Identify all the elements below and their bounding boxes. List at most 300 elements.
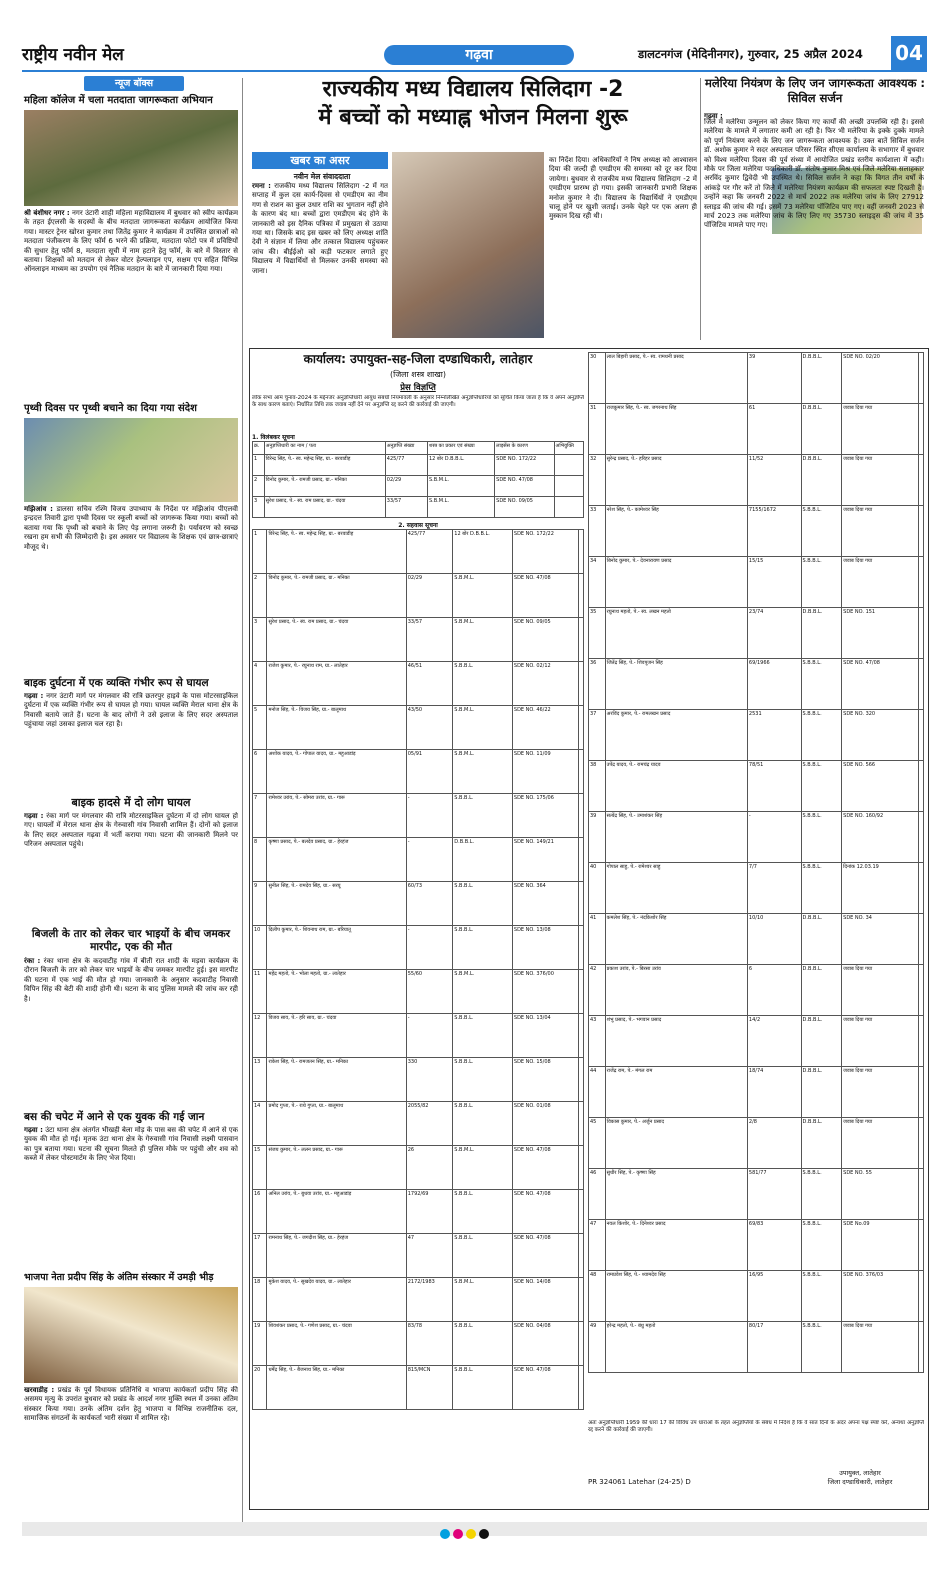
cell xyxy=(918,812,923,863)
table-row xyxy=(253,1278,584,1322)
story3-body xyxy=(24,692,238,792)
right-body: जिले में मलेरिया उन्मूलन को लेकर किया गए कार्यों की अच्छी उपलब्धि रही है। इससे मलेरिया के मामले में लगातार कमी आ रही है। फिर भी मलेरिया के इक्के दुक्के मामले को पूर्ण नियंत्रण करने के लिए जन जागरूकता आवश्यक है। उक्त बातें सिविल सर्जन डॉ. अशोक कुमार ने सदर अस्पताल परिसर स्थित सीएस कार्यालय के सभागार में बुधवार को विश्व मलेरिया दिवस की पूर्व संध्या में आयोजित प्रखंड स्तरीय कार्यशाला में कही। मौके पर जिला मलेरिया पदाधिकारी डॉ. संतोष कुमार मिश्र एवं जिले मलेरिया सलाहकार अरविंद कुमार द्विवेदी भी उपस्थित थे। सिविल सर्जन ने कहा कि विगत तीन वर्षों के आंकड़े पर गौर करें तो जिले में मलेरिया नियंत्रण कार्यक्रम की सफलता स्पष्ट दिखती है। उन्होंने कहा कि जनवरी 2022 से मार्च 2022 तक मलेरिया जांच के लिए 27912 स्लाइड की जांच की गई। इसमें 73 मलेरिया पॉजिटिव पाए गए। वहीं जनवरी 2023 से मार्च 2023 तक मलेरिया जांच के लिए लिए गए 35730 स्लाइड्स की जांच में 35 पॉजिटिव मामले पाए गए। xyxy=(704,118,924,230)
cell: SDE NO. 376/03 xyxy=(842,1271,918,1322)
cell: 39 xyxy=(589,812,606,863)
cell: S.B.B.L. xyxy=(453,1058,513,1102)
cell: बिनोद कुमार, पे.- देवनारायण प्रसाद xyxy=(605,557,747,608)
cell: 18 xyxy=(253,1278,267,1322)
cell: जवाब दिया गया xyxy=(842,1118,918,1169)
main-photo xyxy=(392,152,544,338)
story1-lead: श्री बंशीधर नगर : xyxy=(24,209,70,217)
cell: S.B.B.L. xyxy=(801,1220,842,1271)
cell xyxy=(918,1220,923,1271)
table-row xyxy=(589,353,924,404)
cell xyxy=(918,1016,923,1067)
byline: नवीन मेल संवाददाता xyxy=(293,172,351,181)
cell: 4 xyxy=(253,662,267,706)
cell: S.B.B.L. xyxy=(801,1322,842,1373)
story6-text: उंटा थाना क्षेत्र अंतर्गत भीखही बेला मोड़ के पास बस की चपेट में आने से एक युवक की मौत हो गई। मृतक उंटा थाना क्षेत्र के गेरुवासी गांव निवासी लक्ष्मी पासवान का पुत्र बताया गया। घटना की सूचना मिलते ही पुलिस मौके पर पहुंची और शव को कब्जे में लेकर पोस्टमार्टम के लिए भेज दिया। xyxy=(24,1126,238,1163)
cell: S.B.M.L. xyxy=(453,618,513,662)
table-row xyxy=(253,1146,584,1190)
cell: रामनाथ सिंह, पे.- जगदीश सिंह, ग्रा.- हेरहंज xyxy=(267,1234,406,1278)
cell: SDE NO. 175/06 xyxy=(512,794,578,838)
cell: SDE NO. 47/08 xyxy=(842,659,918,710)
cell: राकेश सिंह, पे.- रामजतन सिंह, ग्रा.- मनिका xyxy=(267,1058,406,1102)
pr-number: PR 324061 Latehar (24-25) D xyxy=(588,1478,691,1486)
table-row xyxy=(589,659,924,710)
col-header: अभियुक्ति xyxy=(554,442,584,455)
cell: SDE NO. 13/08 xyxy=(512,926,578,970)
cell: SDE NO. 376/00 xyxy=(512,970,578,1014)
cell: S.B.B.L. xyxy=(453,1366,513,1410)
table-row xyxy=(589,1271,924,1322)
cell: 7/7 xyxy=(747,863,801,914)
cell xyxy=(579,882,584,926)
cell: - xyxy=(406,1014,453,1058)
story2-body xyxy=(24,505,238,673)
cell xyxy=(579,662,584,706)
cell: प्रमोद गुप्ता, पे.- राधे गुप्ता, ग्रा.- बालूमाथ xyxy=(267,1102,406,1146)
story5-body xyxy=(24,957,238,1107)
right-headline: मलेरिया नियंत्रण के लिए जन जागरूकता आवश्यक : सिविल सर्जन xyxy=(704,76,926,105)
cell xyxy=(579,1190,584,1234)
paper-name: राष्ट्रीय नवीन मेल xyxy=(22,45,124,65)
cell: SDE NO. 47/08 xyxy=(512,1366,578,1410)
table-row xyxy=(253,455,584,476)
signature-name: उपायुक्त, लातेहार xyxy=(839,1469,881,1477)
cell: - xyxy=(406,926,453,970)
cell: SDE NO. 149/21 xyxy=(512,838,578,882)
cell: विकास कुमार, पे.- अर्जुन प्रसाद xyxy=(605,1118,747,1169)
main-headline-line2: में बच्चों को मध्याह्न भोजन मिलना शुरू xyxy=(318,105,628,130)
cell: 48 xyxy=(589,1271,606,1322)
cell: D.B.B.L. xyxy=(801,608,842,659)
cell: 30 xyxy=(589,353,606,404)
table-row xyxy=(253,926,584,970)
cell: 7 xyxy=(253,794,267,838)
cell: S.B.B.L. xyxy=(801,659,842,710)
cell: SDE NO. 172/22 xyxy=(495,455,554,476)
table-row xyxy=(589,506,924,557)
main-headline-line1: राज्यकीय मध्य विद्यालय सिलिदाग -2 xyxy=(322,77,624,102)
notice-right xyxy=(588,352,924,1373)
story5-lead: रंका : xyxy=(24,957,41,965)
col-header: अनुज्ञप्तिधारी का नाम / पता xyxy=(264,442,385,455)
notice-office: कार्यालय: उपायुक्त-सह-जिला दण्डाधिकारी, लातेहार xyxy=(303,352,533,366)
cell: विरेन्द्र सिंह, पे.- स्व. महेन्द्र सिंह, ग्रा.- बरवाडीह xyxy=(267,530,406,574)
cell: S.B.B.L. xyxy=(453,1322,513,1366)
cell: 6 xyxy=(253,750,267,794)
cell: 47 xyxy=(406,1234,453,1278)
cell: S.B.B.L. xyxy=(453,1190,513,1234)
cell: जवाब दिया गया xyxy=(842,965,918,1016)
story4-lead: गढ़वा : xyxy=(24,812,44,820)
story5-headline: बिजली के तार को लेकर चार भाइयों के बीच जमकर मारपीट, एक की मौत xyxy=(31,928,231,953)
cell: 12 xyxy=(253,1014,267,1058)
table-row xyxy=(589,710,924,761)
cell: 32 xyxy=(589,455,606,506)
cell xyxy=(579,706,584,750)
cell: S.B.B.L. xyxy=(453,1102,513,1146)
notice-intro: लोक सभा आम चुनाव-2024 के मद्देनजर अनुज्ञप्तिधारी आयुध संबंधी नियमावली के अनुसार निम्नलिखित अनुज्ञप्तिधारियों को सूचित किया जाता है कि वे अपने अनुज्ञप्ति के साथ कारण बताएं। निर्धारित तिथि तक जवाब नहीं देने पर अनुज्ञप्ति रद्द करने की कार्रवाई की जाएगी। xyxy=(252,395,584,408)
cell: S.B.B.L. xyxy=(801,557,842,608)
cell: 2 xyxy=(253,476,265,497)
cell: 39 xyxy=(747,353,801,404)
cell: SDE NO. 47/08 xyxy=(512,1190,578,1234)
cell: S.B.B.L. xyxy=(453,794,513,838)
cell: SDE NO. 11/09 xyxy=(512,750,578,794)
cell: 60/73 xyxy=(406,882,453,926)
table-row xyxy=(253,574,584,618)
cell: प्रकाश उरांव, पे.- बिरसा उरांव xyxy=(605,965,747,1016)
table-row xyxy=(253,750,584,794)
cell: 43/50 xyxy=(406,706,453,750)
cell xyxy=(918,455,923,506)
story4-text: रंका मार्ग पर मंगलवार की रात्रि मोटरसाइकिल दुर्घटना में दो लोग घायल हो गए। घायलों में मेराल थाना क्षेत्र के गेरुवासी गांव निवासी शामिल हैं। दोनों को इलाज के लिए सदर अस्पताल गढ़वा में भर्ती कराया गया। घटना की जानकारी मिलने पर परिजन अस्पताल पहुंचे। xyxy=(24,812,238,849)
cell xyxy=(554,476,584,497)
story7-photo xyxy=(24,1287,238,1383)
cell: मुकेश यादव, पे.- सुखदेव यादव, ग्रा.- लातेहार xyxy=(267,1278,406,1322)
cell xyxy=(918,710,923,761)
cell: मनोज सिंह, पे.- विजय सिंह, ग्रा.- बालूमाथ xyxy=(267,706,406,750)
story1-photo xyxy=(24,110,238,206)
story-tag: खबर का असर xyxy=(252,152,388,169)
dateline: डालटनगंज (मेदिनीनगर), गुरुवार, 25 अप्रैल 2024 xyxy=(638,47,863,61)
notice-table-2 xyxy=(252,529,584,1410)
cell: जवाब दिया गया xyxy=(842,557,918,608)
cell xyxy=(579,530,584,574)
right-lead: गढ़वा : xyxy=(704,112,723,120)
cell: S.B.M.L. xyxy=(453,1278,513,1322)
cell: 05/91 xyxy=(406,750,453,794)
cell: 2 xyxy=(253,574,267,618)
notice-table-3 xyxy=(588,352,924,1373)
cell: 3 xyxy=(253,618,267,662)
cell: उपेंद्र यादव, पे.- रामचंद्र यादव xyxy=(605,761,747,812)
cell xyxy=(918,965,923,1016)
cell xyxy=(918,1271,923,1322)
cell: S.B.M.L. xyxy=(453,970,513,1014)
table-row xyxy=(253,1014,584,1058)
cell: महेंद्र महतो, पे.- भोला महतो, ग्रा.- लातेहार xyxy=(267,970,406,1014)
cell: विनोद कुमार, पे.- रामजी प्रसाद, ग्रा.- मनिका xyxy=(264,476,385,497)
cell: 2172/1983 xyxy=(406,1278,453,1322)
table-row xyxy=(253,1322,584,1366)
cell: SDE NO. 364 xyxy=(512,882,578,926)
color-dot xyxy=(453,1529,463,1539)
cell: सुनील सिंह, पे.- रामदेव सिंह, ग्रा.- सरयू xyxy=(267,882,406,926)
story6-lead: गढ़वा : xyxy=(24,1126,43,1134)
cell: 69/83 xyxy=(747,1220,801,1271)
cell: 44 xyxy=(589,1067,606,1118)
right-story xyxy=(704,76,926,106)
story2-text: डालसा सचिव रश्मि विजय उपाध्याय के निर्देश पर मझिआंव पीएलवी इन्द्रदत्त तिवारी द्वारा पृथ्वी दिवस पर स्कूली बच्चों को जागरूक किया गया। बच्चों को बताया गया कि पृथ्वी को बचाने के लिए पेड़ लगाना जरूरी है। पर्यावरण को स्वच्छ रखना हम सभी की जिम्मेदारी है। इस अवसर पर विद्यालय के शिक्षक एवं छात्र-छात्राएं मौजूद थे। xyxy=(24,505,238,551)
cell: विनोद कुमार, पे.- रामजी प्रसाद, ग्रा.- मनिका xyxy=(267,574,406,618)
cell: SDE NO. 47/08 xyxy=(495,476,554,497)
cell: SDE NO. 09/05 xyxy=(495,497,554,518)
main-lead: रमना : xyxy=(252,182,271,190)
cell: 12 बोर D.B.B.L. xyxy=(427,455,494,476)
cell xyxy=(918,404,923,455)
table-row xyxy=(589,1118,924,1169)
table-row xyxy=(589,1220,924,1271)
cell: 14/2 xyxy=(747,1016,801,1067)
table-row xyxy=(253,530,584,574)
cell xyxy=(918,353,923,404)
cell: अशोक यादव, पे.- गोपाल यादव, ग्रा.- महुआडांड़ xyxy=(267,750,406,794)
cell: S.B.M.L. xyxy=(453,750,513,794)
cell: 69/1966 xyxy=(747,659,801,710)
table-row xyxy=(589,863,924,914)
cell: 20 xyxy=(253,1366,267,1410)
cell: 425/77 xyxy=(406,530,453,574)
signature-title: जिला दण्डाधिकारी, लातेहार xyxy=(827,1478,893,1486)
cell xyxy=(579,926,584,970)
cell: 8 xyxy=(253,838,267,882)
cell: SDE NO. 151 xyxy=(842,608,918,659)
cell: 9 xyxy=(253,882,267,926)
story7-headline: भाजपा नेता प्रदीप सिंह के अंतिम संस्कार में उमड़ी भीड़ xyxy=(24,1272,214,1283)
cell: गोपाल साहु, पे.- रामेश्वर साहु xyxy=(605,863,747,914)
cell: नवल किशोर, पे.- दिनेश्वर प्रसाद xyxy=(605,1220,747,1271)
cell: S.B.M.L. xyxy=(453,1146,513,1190)
cell: 18/74 xyxy=(747,1067,801,1118)
main-body-col1 xyxy=(252,182,388,338)
cell: शंभु प्रसाद, पे.- भगवान प्रसाद xyxy=(605,1016,747,1067)
col-header: अनुज्ञप्ति संख्या xyxy=(385,442,427,455)
main-story xyxy=(250,76,696,132)
cell: 2531 xyxy=(747,710,801,761)
cell: SDE NO. 160/92 xyxy=(842,812,918,863)
cell: 6 xyxy=(747,965,801,1016)
cell: 61 xyxy=(747,404,801,455)
cell: 78/51 xyxy=(747,761,801,812)
cell: 36 xyxy=(589,659,606,710)
cell: 33/57 xyxy=(385,497,427,518)
story1-headline: महिला कॉलेज में चला मतदाता जागरूकता अभियान xyxy=(24,95,213,106)
cell: 43 xyxy=(589,1016,606,1067)
cell: अरविंद कुमार, पे.- रामलखन प्रसाद xyxy=(605,710,747,761)
cell xyxy=(579,1366,584,1410)
cell xyxy=(918,1322,923,1373)
table-row xyxy=(253,618,584,662)
cell: SDE NO. 566 xyxy=(842,761,918,812)
cell: 13 xyxy=(253,1058,267,1102)
story4-headline: बाइक हादसे में दो लोग घायल xyxy=(71,796,191,809)
cell xyxy=(918,863,923,914)
cell: 11 xyxy=(253,970,267,1014)
story7-body xyxy=(24,1386,238,1506)
cell xyxy=(918,1118,923,1169)
cell: जवाब दिया गया xyxy=(842,404,918,455)
story3-headline: बाइक दुर्घटना में एक व्यक्ति गंभीर रूप से घायल xyxy=(24,677,209,689)
cell: 330 xyxy=(406,1058,453,1102)
cell: लाल बिहारी प्रसाद, पे.- स्व. रामधनी प्रसाद xyxy=(605,353,747,404)
cell xyxy=(579,1014,584,1058)
cell xyxy=(579,1234,584,1278)
cell: संजय कुमार, पे.- ललन प्रसाद, ग्रा.- गारू xyxy=(267,1146,406,1190)
cell: राजेंद्र राम, पे.- मंगल राम xyxy=(605,1067,747,1118)
table-row xyxy=(589,1322,924,1373)
cell: 02/29 xyxy=(406,574,453,618)
cell: रामेश्वर उरांव, पे.- सोमरा उरांव, ग्रा.- गारू xyxy=(267,794,406,838)
cell: 49 xyxy=(589,1322,606,1373)
cell: SDE NO. 04/08 xyxy=(512,1322,578,1366)
cell: 83/78 xyxy=(406,1322,453,1366)
main-text-col1: राजकीय मध्य विद्यालय सिलिदाग -2 में गत सप्ताह में कुल दस कार्य-दिवस से एमडीएम का नीम गण से राशन का कुल उधार राशि का भुगतान नहीं होने के कारण बंद था। बच्चों द्वारा एमडीएम बंद होने के जानकारी को इस दैनिक पत्रिका में प्रमुखता से उठाया गया था। जिसके बाद इस खबर को लिए अध्यक्ष शांति देवी ने संज्ञान में लिया और तत्काल विद्यालय पहुंचकर जांच की। बीईईओ को कड़ी फटकार लगाते हुए विद्यालय में विद्यार्थियों से मिलकर उनकी समस्या को जाना। xyxy=(252,182,388,275)
cell: 425/77 xyxy=(385,455,427,476)
cell: SDE NO. 47/08 xyxy=(512,574,578,618)
table-row xyxy=(253,882,584,926)
table-row xyxy=(589,914,924,965)
color-dot xyxy=(466,1529,476,1539)
cell: S.B.M.L. xyxy=(427,476,494,497)
cell: 581/77 xyxy=(747,1169,801,1220)
cell: 19 xyxy=(253,1322,267,1366)
col-header: शस्त्र का प्रकार एवं संख्या xyxy=(427,442,494,455)
story1-text: नगर उंटारी शाही महिला महाविद्यालय में बुधवार को स्वीप कार्यक्रम के तहत ईएलसी के सदस्यों के बीच मतदाता जागरूकता कार्यक्रम आयोजित किया गया। मास्टर ट्रेनर खोरश कुमार तथा जितेंद्र कुमार ने कार्यक्रम में उपस्थित छात्राओं को मतदाता पंजीकरण के लिए फॉर्म 6 भरने की प्रक्रिया, मतदाता फोटो पत्र में प्रविष्टियों की सुधार हेतु फॉर्म 8, मतदाता सूची में नाम हटाने हेतु फॉर्म, के बारे में विस्तार से बताया। शिक्षकों को मतदान से लेकर वोटर हेल्पलाइन एप, सक्षम एप सहित विभिन्न ऑनलाइन माध्यम का उपयोग एवं नैतिक मतदान के बारे में जानकारी दिया गया। xyxy=(24,209,238,274)
col-header: लाइसेंस के कारण xyxy=(495,442,554,455)
cell: शिवशंकर प्रसाद, पे.- गणेश प्रसाद, ग्रा.- चंदवा xyxy=(267,1322,406,1366)
city-label: गढ़वा xyxy=(384,45,574,65)
cell: 5 xyxy=(253,706,267,750)
cell: अनिल उरांव, पे.- बुधवा उरांव, ग्रा.- महुआडांड़ xyxy=(267,1190,406,1234)
table-row xyxy=(589,1067,924,1118)
story4-body xyxy=(24,812,238,924)
cell: 14 xyxy=(253,1102,267,1146)
cell: 37 xyxy=(589,710,606,761)
masthead xyxy=(22,42,927,68)
table-row xyxy=(589,608,924,659)
cell xyxy=(554,497,584,518)
cell: कृष्णा प्रसाद, पे.- बलदेव प्रसाद, ग्रा.- हेरहंज xyxy=(267,838,406,882)
cell xyxy=(579,618,584,662)
cell: 17 xyxy=(253,1234,267,1278)
cell xyxy=(579,1058,584,1102)
table-row xyxy=(253,1102,584,1146)
story2-lead: मझिआंव : xyxy=(24,505,53,513)
cell: 815/MCN xyxy=(406,1366,453,1410)
cell: 15/15 xyxy=(747,557,801,608)
cell: SDE NO. 02/12 xyxy=(512,662,578,706)
notice-footer-note: अतः अनुज्ञप्तिधारी 1959 की धारा 17 की विविध उप धाराओं के तहत अनुज्ञप्तियों के संबंध में निदेश है कि वे सात दिनों के अंदर अपना पक्ष स्पष्ट करें, अन्यथा अनुज्ञप्ति रद्द करने की कार्रवाई की जाएगी। xyxy=(588,1420,924,1433)
cell: 55/60 xyxy=(406,970,453,1014)
cell: रघुनाथ महतो, पे.- स्व. लखन महतो xyxy=(605,608,747,659)
table-row xyxy=(253,1058,584,1102)
cell: S.B.B.L. xyxy=(453,882,513,926)
table-row xyxy=(589,965,924,1016)
cell: 23/74 xyxy=(747,608,801,659)
cell: 46/51 xyxy=(406,662,453,706)
cell: SDE NO. 46/22 xyxy=(512,706,578,750)
cell: जवाब दिया गया xyxy=(842,1016,918,1067)
table2-title: 2. सहवास सूचना xyxy=(398,522,438,529)
cell: 35 xyxy=(589,608,606,659)
cell: 16 xyxy=(253,1190,267,1234)
cell: SDE NO. 320 xyxy=(842,710,918,761)
cell: D.B.B.L. xyxy=(801,1067,842,1118)
cell: D.B.B.L. xyxy=(801,455,842,506)
cell: 33/57 xyxy=(406,618,453,662)
cell: 7155/1672 xyxy=(747,506,801,557)
cell xyxy=(579,838,584,882)
cell: 33 xyxy=(589,506,606,557)
cell: विरेन्द्र सिंह, पे.- स्व. महेन्द्र सिंह, ग्रा.- बरवाडीह xyxy=(264,455,385,476)
story6-body xyxy=(24,1126,238,1268)
cell: S.B.B.L. xyxy=(453,1014,513,1058)
cell: 11/52 xyxy=(747,455,801,506)
table1-title: 1. विलंबकर सूचना xyxy=(252,434,295,441)
cell: SDE NO. 14/08 xyxy=(512,1278,578,1322)
cell: SDE NO. 55 xyxy=(842,1169,918,1220)
cell xyxy=(918,557,923,608)
cell: 45 xyxy=(589,1118,606,1169)
cell: S.B.B.L. xyxy=(801,710,842,761)
table-row xyxy=(253,662,584,706)
cell xyxy=(579,574,584,618)
cell: 10 xyxy=(253,926,267,970)
cell: हरेन्द्र महतो, पे.- बंधु महतो xyxy=(605,1322,747,1373)
cell: S.B.B.L. xyxy=(453,662,513,706)
cell xyxy=(579,1102,584,1146)
cell: 16/95 xyxy=(747,1271,801,1322)
cell: 41 xyxy=(589,914,606,965)
cell: 46 xyxy=(589,1169,606,1220)
cell: D.B.B.L. xyxy=(801,1016,842,1067)
cell xyxy=(918,608,923,659)
cell xyxy=(579,1278,584,1322)
color-dot xyxy=(479,1529,489,1539)
cell: दिनांक 12.03.19 xyxy=(842,863,918,914)
table-row xyxy=(253,706,584,750)
cell xyxy=(918,761,923,812)
cell: SDE NO. 172/22 xyxy=(512,530,578,574)
table-row xyxy=(589,812,924,863)
cell: जवाब दिया गया xyxy=(842,1067,918,1118)
cell: 15 xyxy=(253,1146,267,1190)
page-number: 04 xyxy=(891,36,927,70)
cell: D.B.B.L. xyxy=(801,353,842,404)
cell: SDE NO. 01/08 xyxy=(512,1102,578,1146)
col-header: क्र. xyxy=(253,442,265,455)
cell: राजेश कुमार, पे.- रघुनाथ राम, ग्रा.- लातेहार xyxy=(267,662,406,706)
registration-dots xyxy=(440,1524,492,1534)
cell: जवाब दिया गया xyxy=(842,455,918,506)
cell: नरेश सिंह, पे.- कामेश्वर सिंह xyxy=(605,506,747,557)
cell: - xyxy=(406,794,453,838)
color-dot xyxy=(440,1529,450,1539)
cell: दिलीप कुमार, पे.- शिवनाथ राम, ग्रा.- बरियातू xyxy=(267,926,406,970)
story3-lead: गढ़वा : xyxy=(24,692,44,700)
cell: 1 xyxy=(253,455,265,476)
cell: SDE No.09 xyxy=(842,1220,918,1271)
cell: सत्येंद्र सिंह, पे.- उमाशंकर सिंह xyxy=(605,812,747,863)
cell: कमलेश सिंह, पे.- नंदकिशोर सिंह xyxy=(605,914,747,965)
cell: S.B.B.L. xyxy=(453,1234,513,1278)
column-divider xyxy=(242,78,243,1528)
masthead-rule xyxy=(22,70,927,72)
table-row xyxy=(589,404,924,455)
cell: SDE NO. 47/08 xyxy=(512,1146,578,1190)
story1-body xyxy=(24,209,238,399)
cell xyxy=(579,1322,584,1366)
cell xyxy=(918,1067,923,1118)
story2-photo xyxy=(24,418,238,502)
story2-headline: पृथ्वी दिवस पर पृथ्वी बचाने का दिया गया संदेश xyxy=(24,403,197,414)
notice-section: (जिला शस्त्र शाखा) xyxy=(390,370,446,379)
cell: 3 xyxy=(253,497,265,518)
cell: D.B.B.L. xyxy=(801,965,842,1016)
